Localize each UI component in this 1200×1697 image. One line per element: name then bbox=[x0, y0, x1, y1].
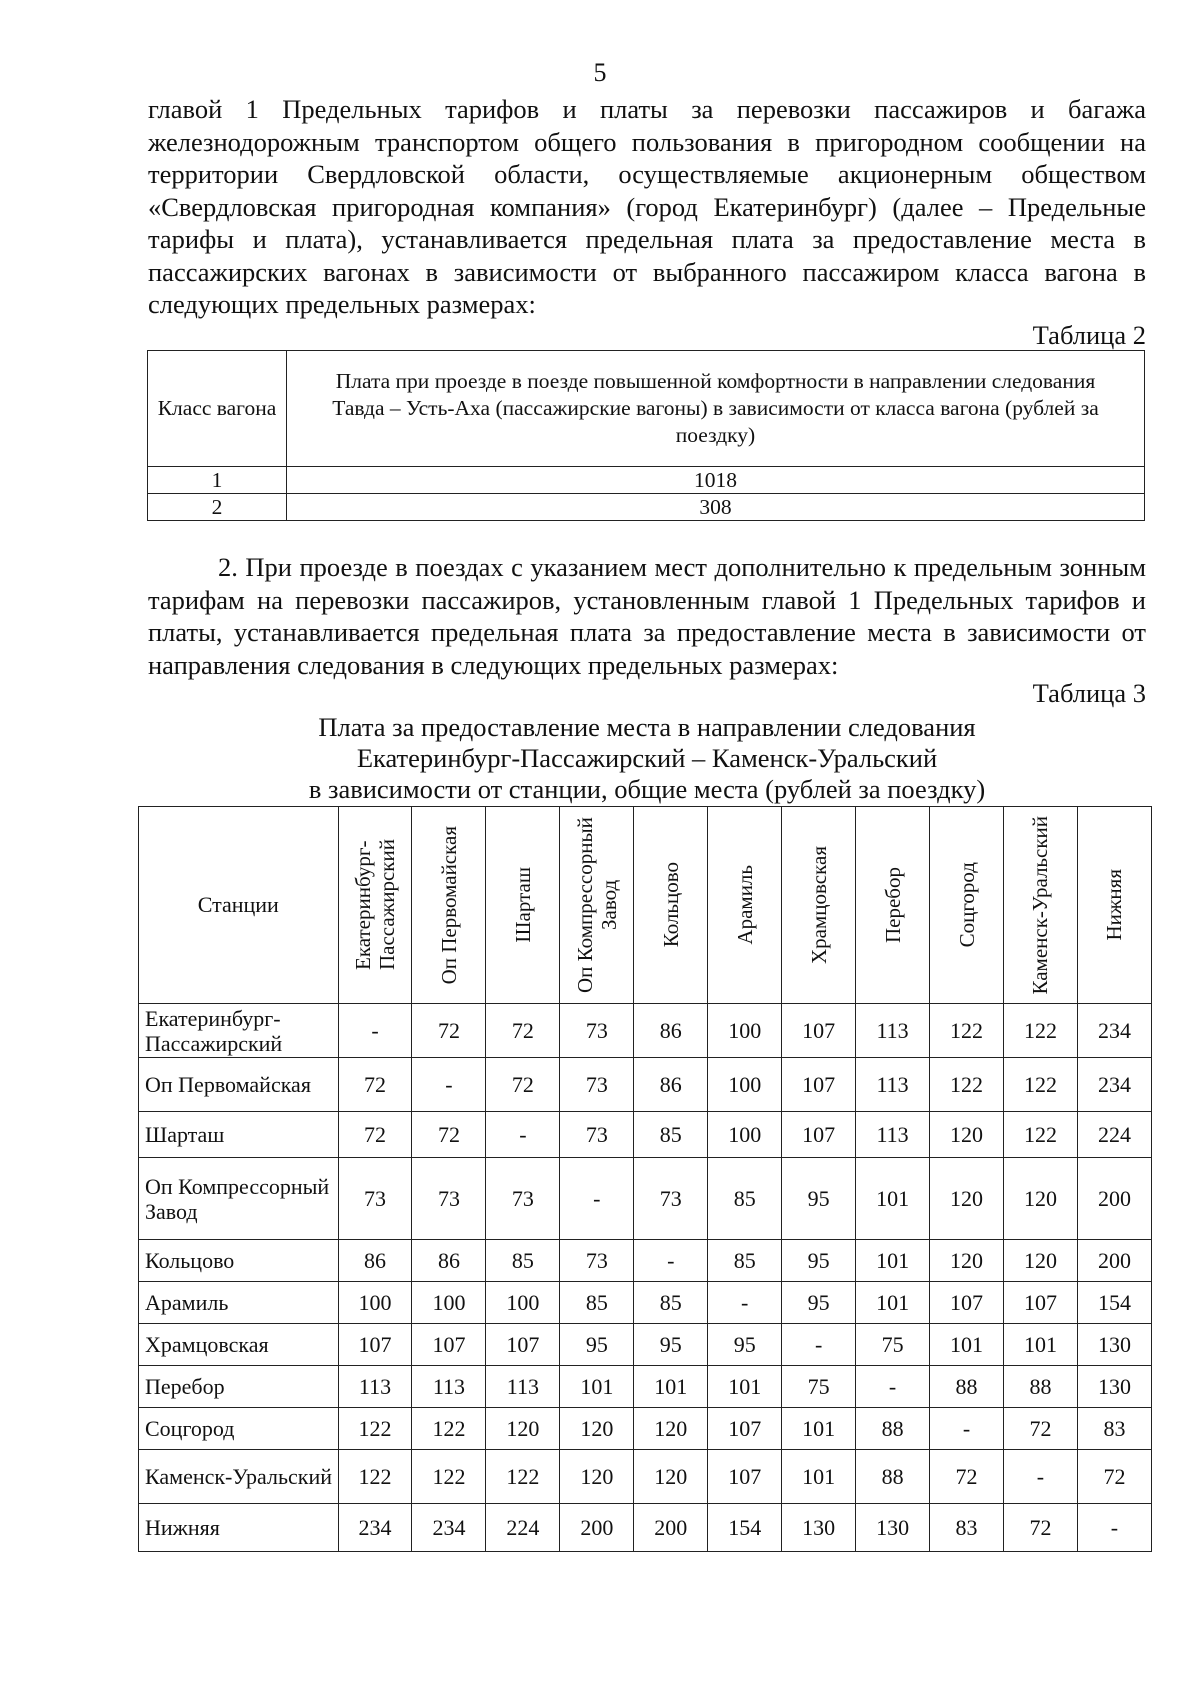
table3-fee-cell: 100 bbox=[708, 1004, 782, 1058]
table3-fee-cell: 107 bbox=[708, 1408, 782, 1450]
table3-station-name: Перебор bbox=[139, 1366, 339, 1408]
table3-header-col bbox=[930, 807, 1004, 1004]
table3-fee-cell: 72 bbox=[1003, 1408, 1077, 1450]
table2-label: Таблица 2 bbox=[1032, 320, 1146, 350]
table3-fee-cell: 200 bbox=[634, 1504, 708, 1552]
table3-header-col-label: Соцгород bbox=[954, 862, 979, 948]
table3-fee-cell: 224 bbox=[1077, 1112, 1151, 1158]
table3-fee-cell: 88 bbox=[856, 1408, 930, 1450]
table3-fee-cell: 72 bbox=[338, 1112, 412, 1158]
table3-fee-cell: 113 bbox=[412, 1366, 486, 1408]
table3-fee-cell: 120 bbox=[560, 1408, 634, 1450]
table3-fee-cell: 73 bbox=[412, 1158, 486, 1240]
table3-fee-cell: 73 bbox=[338, 1158, 412, 1240]
table3-fee-cell: 234 bbox=[338, 1504, 412, 1552]
table3-fee-cell: 120 bbox=[634, 1408, 708, 1450]
table-row bbox=[139, 1324, 1152, 1366]
table3-fee-cell: 200 bbox=[560, 1504, 634, 1552]
table3-station-name: Соцгород bbox=[139, 1408, 339, 1450]
table3-fee-cell: 88 bbox=[930, 1366, 1004, 1408]
table3-fee-cell: - bbox=[1077, 1504, 1151, 1552]
table3-fee-cell: 234 bbox=[1077, 1058, 1151, 1112]
table3-fee-cell: 113 bbox=[486, 1366, 560, 1408]
table3-fee-cell: 122 bbox=[930, 1058, 1004, 1112]
table3-header-stations: Станции bbox=[139, 807, 339, 1004]
table3-station-name: Оп Первомайская bbox=[139, 1058, 339, 1112]
table3-fee-cell: 73 bbox=[560, 1004, 634, 1058]
table3-fee-cell: 122 bbox=[1003, 1004, 1077, 1058]
table3-fee-cell: 107 bbox=[1003, 1282, 1077, 1324]
page-number: 5 bbox=[593, 58, 607, 87]
table3-fee-cell: 122 bbox=[338, 1408, 412, 1450]
table3-fee-cell: 95 bbox=[782, 1158, 856, 1240]
table-row bbox=[139, 1058, 1152, 1112]
table3-fee-cell: 72 bbox=[412, 1004, 486, 1058]
table3-fee-cell: 83 bbox=[930, 1504, 1004, 1552]
table3-fee-cell: - bbox=[412, 1058, 486, 1112]
table3-fee-cell: 101 bbox=[782, 1450, 856, 1504]
table3-station-name: Нижняя bbox=[139, 1504, 339, 1552]
table3-fee-cell: 85 bbox=[560, 1282, 634, 1324]
table3-fee-cell: 73 bbox=[560, 1240, 634, 1282]
table2-header-fee: Плата при проезде в поезде повышенной комфортности в направлении следования Тавда – Усть-Аха (пассажирские вагоны) в зависимости от класса вагона (рублей за поездку) bbox=[287, 351, 1145, 467]
table3-fee-cell: 200 bbox=[1077, 1240, 1151, 1282]
table3-header-col-label: Нижняя bbox=[1102, 869, 1127, 941]
table-row bbox=[148, 494, 1145, 521]
table3-fee-cell: 122 bbox=[412, 1408, 486, 1450]
table3-fee-cell: 73 bbox=[560, 1112, 634, 1158]
table2-fee-cell: 308 bbox=[287, 494, 1145, 521]
table3-fee-cell: 100 bbox=[708, 1058, 782, 1112]
table3-header-col-label: Екатеринбург-Пассажирский bbox=[351, 839, 400, 971]
table3-header-col-label: Каменск-Уральский bbox=[1028, 815, 1053, 995]
table3-fee-cell: 130 bbox=[782, 1504, 856, 1552]
table3-fee-cell: 107 bbox=[782, 1004, 856, 1058]
table3-header-col bbox=[338, 807, 412, 1004]
table3-caption bbox=[148, 712, 1146, 805]
table3-fee-cell: - bbox=[782, 1324, 856, 1366]
table3-fee-cell: 120 bbox=[930, 1158, 1004, 1240]
table3-fee-cell: 72 bbox=[1077, 1450, 1151, 1504]
table3-label: Таблица 3 bbox=[1032, 678, 1146, 708]
table3-fee-cell: 107 bbox=[412, 1324, 486, 1366]
table3-fee-cell: 130 bbox=[856, 1504, 930, 1552]
table3-fee-cell: 107 bbox=[338, 1324, 412, 1366]
table3-fee-cell: 154 bbox=[708, 1504, 782, 1552]
table-row bbox=[139, 1408, 1152, 1450]
table3-station-name: Каменск-Уральский bbox=[139, 1450, 339, 1504]
table3-station-name: Екатеринбург-Пассажирский bbox=[139, 1004, 339, 1058]
table2-class-cell: 1 bbox=[148, 467, 287, 494]
table2-header-row bbox=[148, 351, 1145, 467]
table3-fee-cell: - bbox=[856, 1366, 930, 1408]
table3-fee-cell: 100 bbox=[708, 1112, 782, 1158]
table3-header-row bbox=[139, 807, 1152, 1004]
table3-fee-cell: 86 bbox=[412, 1240, 486, 1282]
table-row bbox=[139, 1004, 1152, 1058]
table3-header-col bbox=[560, 807, 634, 1004]
table3-fee-cell: - bbox=[708, 1282, 782, 1324]
table3-fee-cell: - bbox=[1003, 1450, 1077, 1504]
table3-fee-cell: 120 bbox=[1003, 1240, 1077, 1282]
table3-fee-cell: 224 bbox=[486, 1504, 560, 1552]
table3-header-col bbox=[634, 807, 708, 1004]
table3-fee-cell: 120 bbox=[1003, 1158, 1077, 1240]
table-row bbox=[139, 1504, 1152, 1552]
table3-header-col bbox=[856, 807, 930, 1004]
table3-fee-cell: 154 bbox=[1077, 1282, 1151, 1324]
table-row bbox=[139, 1366, 1152, 1408]
table3-header-col bbox=[486, 807, 560, 1004]
paragraph-2: 2. При проезде в поездах с указанием мест дополнительно к предельным зонным тарифам на перевозки пассажиров, установленным главой 1 Предельных тарифов и платы, устанавливается предельная плата за предоставление места в зависимости от направления следования в следующих предельных размерах: bbox=[148, 552, 1146, 680]
table3-fee-cell: 101 bbox=[634, 1366, 708, 1408]
table3-fee-cell: 120 bbox=[560, 1450, 634, 1504]
table3-station-name: Кольцово bbox=[139, 1240, 339, 1282]
table3-fee-cell: 107 bbox=[782, 1112, 856, 1158]
table3-fee-cell: 88 bbox=[856, 1450, 930, 1504]
table3-fee-cell: 107 bbox=[930, 1282, 1004, 1324]
table3-header-col bbox=[1077, 807, 1151, 1004]
table3-header-col-label: Оп Компрессорный Завод bbox=[572, 817, 621, 993]
table3-fee-cell: - bbox=[338, 1004, 412, 1058]
table3-fee-cell: 234 bbox=[1077, 1004, 1151, 1058]
table3-fee-cell: 101 bbox=[782, 1408, 856, 1450]
table3-fee-cell: 72 bbox=[486, 1058, 560, 1112]
table-row bbox=[139, 1240, 1152, 1282]
table3-fee-cell: 72 bbox=[338, 1058, 412, 1112]
table3-fee-cell: 75 bbox=[782, 1366, 856, 1408]
table3-fee-cell: 95 bbox=[708, 1324, 782, 1366]
table3-fee-cell: 95 bbox=[634, 1324, 708, 1366]
table3-fee-cell: 122 bbox=[1003, 1112, 1077, 1158]
table3-fee-cell: 101 bbox=[1003, 1324, 1077, 1366]
table3-station-name: Арамиль bbox=[139, 1282, 339, 1324]
table3-fee-cell: 120 bbox=[930, 1240, 1004, 1282]
table3-fee-cell: 107 bbox=[486, 1324, 560, 1366]
table3-caption-line: в зависимости от станции, общие места (рублей за поездку) bbox=[308, 774, 986, 804]
table3-fee-cell: 88 bbox=[1003, 1366, 1077, 1408]
table2-fee-cell: 1018 bbox=[287, 467, 1145, 494]
table3-header-col-label: Храмцовская bbox=[806, 846, 831, 964]
table3-fee-cell: - bbox=[930, 1408, 1004, 1450]
table3-header-col-label: Оп Первомайская bbox=[436, 825, 461, 985]
table3-fee-cell: 200 bbox=[1077, 1158, 1151, 1240]
table3-fee-cell: 101 bbox=[560, 1366, 634, 1408]
table3-fee-cell: 95 bbox=[560, 1324, 634, 1366]
table3-fee-cell: 122 bbox=[1003, 1058, 1077, 1112]
table3-fee-cell: 73 bbox=[634, 1158, 708, 1240]
table3-fee-cell: 73 bbox=[560, 1058, 634, 1112]
table3-header-col bbox=[412, 807, 486, 1004]
table3-fee-cell: 120 bbox=[634, 1450, 708, 1504]
table3-fee-cell: 130 bbox=[1077, 1324, 1151, 1366]
table3-header-col bbox=[708, 807, 782, 1004]
table2 bbox=[147, 350, 1145, 521]
table3-fee-cell: 101 bbox=[856, 1240, 930, 1282]
table3-fee-cell: 72 bbox=[1003, 1504, 1077, 1552]
table3-header-col-label: Перебор bbox=[880, 867, 905, 943]
table3-fee-cell: 122 bbox=[338, 1450, 412, 1504]
table3-station-name: Храмцовская bbox=[139, 1324, 339, 1366]
table3-header-col-label: Шарташ bbox=[510, 867, 535, 943]
table3-fee-cell: 86 bbox=[634, 1058, 708, 1112]
table3-caption-line: Екатеринбург-Пассажирский – Каменск-Уральский bbox=[356, 743, 938, 773]
table3-fee-cell: 120 bbox=[486, 1408, 560, 1450]
table3-fee-cell: 85 bbox=[486, 1240, 560, 1282]
table3-header-col-label: Арамиль bbox=[732, 865, 757, 945]
table3-fee-cell: 85 bbox=[708, 1158, 782, 1240]
table3-fee-cell: 95 bbox=[782, 1282, 856, 1324]
table-row bbox=[139, 1158, 1152, 1240]
table3-fee-cell: 100 bbox=[412, 1282, 486, 1324]
table3-fee-cell: 113 bbox=[856, 1004, 930, 1058]
table3-fee-cell: 101 bbox=[708, 1366, 782, 1408]
table-row bbox=[148, 467, 1145, 494]
table3-fee-cell: 120 bbox=[930, 1112, 1004, 1158]
table-row bbox=[139, 1112, 1152, 1158]
table3-fee-cell: 101 bbox=[856, 1282, 930, 1324]
table3-fee-cell: 130 bbox=[1077, 1366, 1151, 1408]
table3-header-col bbox=[782, 807, 856, 1004]
table3-fee-cell: 75 bbox=[856, 1324, 930, 1366]
table3-fee-cell: 95 bbox=[782, 1240, 856, 1282]
table3-fee-cell: 83 bbox=[1077, 1408, 1151, 1450]
table2-class-cell: 2 bbox=[148, 494, 287, 521]
table3-header-col-label: Кольцово bbox=[658, 862, 683, 948]
table3-fee-cell: 113 bbox=[856, 1058, 930, 1112]
table3-fee-cell: 107 bbox=[708, 1450, 782, 1504]
table3-fee-cell: 122 bbox=[486, 1450, 560, 1504]
table3-fee-cell: 86 bbox=[634, 1004, 708, 1058]
table3-fee-cell: 85 bbox=[634, 1282, 708, 1324]
table-row bbox=[139, 1450, 1152, 1504]
table3-station-name: Оп Компрессорный Завод bbox=[139, 1158, 339, 1240]
table3-fee-cell: 100 bbox=[486, 1282, 560, 1324]
table3-fee-cell: 101 bbox=[930, 1324, 1004, 1366]
table3-fee-cell: 113 bbox=[856, 1112, 930, 1158]
table3-fee-cell: - bbox=[560, 1158, 634, 1240]
table3-caption-line: Плата за предоставление места в направлении следования bbox=[318, 712, 976, 742]
paragraph-intro: главой 1 Предельных тарифов и платы за перевозки пассажиров и багажа железнодорожным транспортом общего пользования в пригородном сообщении на территории Свердловской области, осуществляемые акционерным обществом «Свердловская пригородная компания» (город Екатеринбург) (далее – Предельные тарифы и плата), устанавливается предельная плата за предоставление места в пассажирских вагонах в зависимости от выбранного пассажиром класса вагона в следующих предельных размерах: bbox=[148, 94, 1146, 319]
table3-body bbox=[139, 1004, 1152, 1552]
table3-header-col bbox=[1003, 807, 1077, 1004]
table3-fee-cell: 86 bbox=[338, 1240, 412, 1282]
table3-fee-cell: 72 bbox=[930, 1450, 1004, 1504]
table3-fee-cell: 107 bbox=[782, 1058, 856, 1112]
table3-fee-cell: 113 bbox=[338, 1366, 412, 1408]
table3-station-name: Шарташ bbox=[139, 1112, 339, 1158]
table3-fee-cell: 100 bbox=[338, 1282, 412, 1324]
table3-fee-cell: 73 bbox=[486, 1158, 560, 1240]
table3-fee-cell: 72 bbox=[412, 1112, 486, 1158]
table3-fee-cell: 72 bbox=[486, 1004, 560, 1058]
table3-fee-cell: 101 bbox=[856, 1158, 930, 1240]
table3-fee-cell: 122 bbox=[412, 1450, 486, 1504]
table3-fee-cell: 85 bbox=[708, 1240, 782, 1282]
table3-fee-cell: 85 bbox=[634, 1112, 708, 1158]
table3 bbox=[138, 806, 1152, 1552]
table3-fee-cell: - bbox=[634, 1240, 708, 1282]
table2-header-class: Класс вагона bbox=[148, 351, 287, 467]
table3-fee-cell: - bbox=[486, 1112, 560, 1158]
table-row bbox=[139, 1282, 1152, 1324]
table3-fee-cell: 122 bbox=[930, 1004, 1004, 1058]
table3-fee-cell: 234 bbox=[412, 1504, 486, 1552]
